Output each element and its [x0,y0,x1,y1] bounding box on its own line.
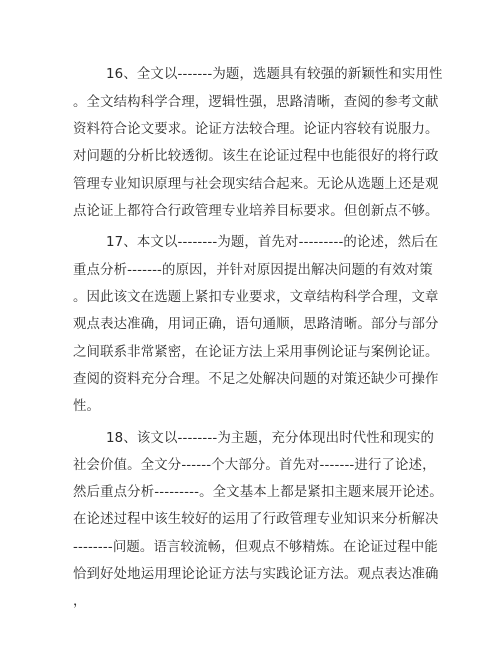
p17-line-6: 查阅的资料充分合理。不足之处解决问题的对策还缺少可操作 [73,372,439,387]
p18-line-4: 在论述过程中该生较好的运用了行政管理专业知识来分析解决 [73,512,439,527]
p16-line-2: 。全文结构科学合理，逻辑性强，思路清晰，查阅的参考文献 [73,95,439,110]
p16-line-5: 管理专业知识原理与社会现实结合起来。无论从选题上还是观 [73,177,439,192]
p17-line-4: 观点表达准确，用词正确，语句通顺，思路清晰。部分与部分 [73,317,439,332]
p17-line-2: 重点分析-------的原因，并针对原因提出解决问题的有效对策 [73,263,433,278]
p18-line-1: 18、该文以--------为主题，充分体现出时代性和现实的 [106,431,435,446]
p18-line-2: 社会价值。全文分------个大部分。首先对-------进行了论述， [73,458,436,473]
p17-line-3: 。因此该文在选题上紧扣专业要求，文章结构科学合理，文章 [73,290,439,305]
p18-line-5: --------问题。语言较流畅，但观点不够精炼。在论证过程中能 [73,540,438,555]
p18-line-3: 然后重点分析---------。全文基本上都是紧扣主题来展开论述。 [73,485,443,500]
p17-line-7: 性。 [73,399,101,414]
p18-line-6: 恰到好处地运用理论论证方法与实践论证方法。观点表达准确 [73,567,439,582]
p17-line-1: 17、本文以--------为题，首先对---------的论述，然后在 [106,235,439,250]
p16-line-3: 资料符合论文要求。论证方法较合理。论证内容较有说服力。 [73,122,439,137]
p17-line-5: 之间联系非常紧密，在论证方法上采用事例论证与案例论证。 [73,345,439,360]
p16-line-4: 对问题的分析比较透彻。该生在论证过程中也能很好的将行政 [73,149,439,164]
p16-line-6: 点论证上都符合行政管理专业培养目标要求。但创新点不够。 [73,204,439,219]
p16-line-1: 16、全文以-------为题，选题具有较强的新颖性和实用性 [106,67,443,82]
p18-line-7: ， [73,594,87,609]
